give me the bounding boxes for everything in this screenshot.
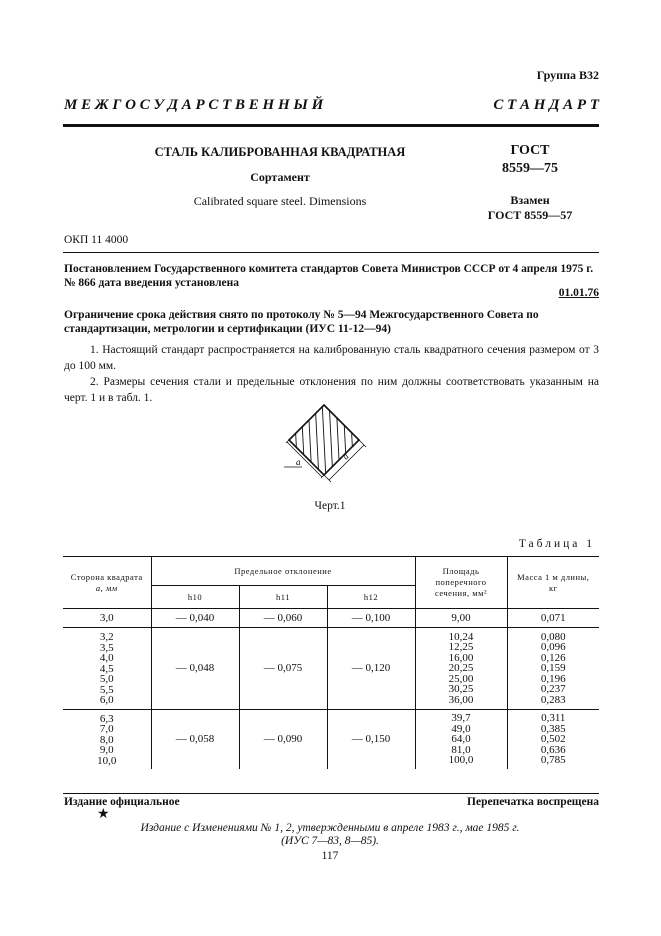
gost-number-block: [470, 142, 590, 178]
table-row: [63, 628, 599, 710]
dimension-label-a-right: a: [340, 451, 351, 462]
mass-cell: 0,311 0,385 0,502 0,636 0,785: [507, 709, 599, 769]
h10-cell: — 0,040: [151, 609, 239, 628]
area-cell: 9,00: [415, 609, 507, 628]
h11-cell: — 0,060: [239, 609, 327, 628]
header-side: Сторона квадрата a, мм: [63, 557, 151, 609]
h12-cell: — 0,100: [327, 609, 415, 628]
header-h11: h11: [239, 586, 327, 609]
footer-rule: [63, 793, 599, 794]
reprint-prohibited: Перепечатка воспрещена: [467, 796, 599, 808]
table-row: [63, 609, 599, 628]
page-number: 117: [321, 850, 339, 862]
header-h12: h12: [327, 586, 415, 609]
mass-cell: 0,071: [507, 609, 599, 628]
dimension-line-left: [287, 442, 322, 477]
english-title: Calibrated square steel. Dimensions: [193, 194, 367, 208]
h10-cell: — 0,048: [151, 628, 239, 710]
square-section-drawing: [284, 400, 384, 495]
banner-interstate: М Е Ж Г О С У Д А Р С Т В Е Н Н Ы Й: [64, 97, 324, 113]
sides-cell: 3,2 3,5 4,0 4,5 5,0 5,5 6,0: [99, 631, 114, 706]
section-hatching: [294, 400, 354, 480]
replaces-block: [470, 193, 590, 223]
header-mass: Масса 1 м длины, кг: [507, 557, 599, 609]
table-caption: Таблица 1: [518, 538, 595, 550]
limitation-text: Ограничение срока действия снято по протоколу № 5—94 Межгосударственного Совета по стандартизации, метрологии и сертификации (ИУС 11-12—94): [64, 309, 539, 335]
h11-cell: — 0,075: [239, 628, 327, 710]
decree-text: Постановлением Государственного комитета стандартов Совета Министров СССР от 4 апреля 1975 г. № 866 дата введения установлена: [64, 263, 594, 289]
area-cell: 39,7 49,0 64,0 81,0 100,0: [415, 709, 507, 769]
header-deviation: Предельное отклонение: [151, 557, 415, 586]
effective-date: 01.01.76: [558, 287, 599, 299]
document-title: СТАЛЬ КАЛИБРОВАННАЯ КВАДРАТНАЯ: [154, 145, 406, 159]
h10-cell: — 0,058: [151, 709, 239, 769]
group-code: Группа В32: [536, 68, 599, 82]
paragraph-1: 1. Настоящий стандарт распространяется на калиброванную сталь квадратного сечения размером от 3 до 100 мм.: [64, 344, 599, 372]
replaces-label: Взамен: [510, 193, 550, 207]
standard-banner: [64, 97, 599, 114]
header-area: Площадь поперечного сечения, мм²: [415, 557, 507, 609]
h11-cell: — 0,090: [239, 709, 327, 769]
area-cell: 10,24 12,25 16,00 20,25 25,00 30,25 36,00: [415, 628, 507, 710]
banner-standard: С Т А Н Д А Р Т: [493, 97, 599, 113]
sides-cell: 3,0: [99, 611, 114, 624]
gost-number: 8559—75: [502, 161, 558, 176]
dimension-label-a-left: a: [296, 457, 301, 467]
header-rule: [63, 124, 599, 127]
replaces-number: ГОСТ 8559—57: [487, 208, 573, 222]
paragraph-2: 2. Размеры сечения стали и предельные отклонения по ним должны соответствовать указанным на черт. 1 и в табл. 1.: [64, 376, 599, 404]
sides-cell: 6,3 7,0 8,0 9,0 10,0: [97, 712, 117, 767]
figure-caption: Черт.1: [314, 500, 346, 512]
okp-rule: [63, 252, 599, 253]
h12-cell: — 0,120: [327, 628, 415, 710]
official-edition: Издание официальное: [64, 796, 180, 808]
mass-cell: 0,080 0,096 0,126 0,159 0,196 0,237 0,283: [507, 628, 599, 710]
star-icon: ★: [97, 807, 110, 822]
table-row: [63, 709, 599, 769]
okp-code: ОКП 11 4000: [64, 234, 129, 246]
changes-note: Издание с Изменениями № 1, 2, утвержденными в апреле 1983 г., мае 1985 г. (ИУС 7—83, 8—85).: [140, 822, 520, 847]
h12-cell: — 0,150: [327, 709, 415, 769]
dimension-line-right: [329, 445, 364, 480]
dimensions-table: [63, 556, 599, 769]
header-h10: h10: [151, 586, 239, 609]
gost-label: ГОСТ: [510, 143, 550, 158]
document-subtitle: Сортамент: [250, 170, 310, 184]
